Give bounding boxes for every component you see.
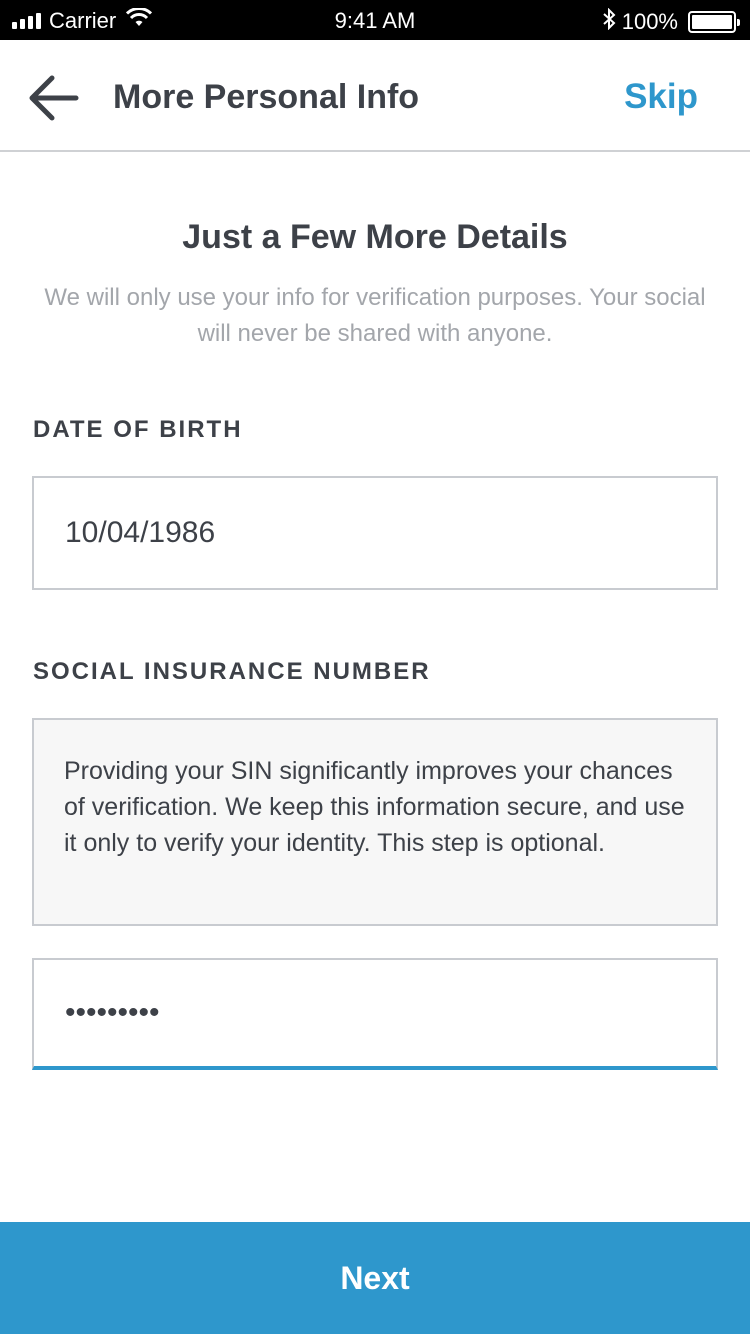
status-bar bbox=[0, 0, 750, 40]
sin-label: SOCIAL INSURANCE NUMBER bbox=[33, 658, 431, 685]
next-button-label: Next bbox=[340, 1259, 410, 1296]
arrow-left-icon bbox=[26, 70, 82, 126]
carrier-label: Carrier bbox=[49, 8, 117, 33]
battery-percent: 100% bbox=[621, 9, 678, 34]
sin-field-container bbox=[32, 958, 718, 1070]
sin-info-box: Providing your SIN significantly improves your chances of verification. We keep this information secure, and use it only to verify your identity. This step is optional. bbox=[32, 718, 718, 926]
dob-field[interactable] bbox=[34, 478, 716, 588]
battery-icon bbox=[688, 11, 736, 33]
page-title: More Personal Info bbox=[113, 78, 420, 116]
section-heading: Just a Few More Details bbox=[182, 218, 568, 256]
section-subtext: We will only use your info for verification purposes. Your social will never be shared with anyone. bbox=[44, 284, 706, 347]
status-time: 9:41 AM bbox=[334, 8, 416, 33]
next-button[interactable] bbox=[0, 1222, 750, 1334]
nav-bar bbox=[0, 40, 750, 152]
back-button[interactable] bbox=[26, 70, 86, 126]
dob-label: DATE OF BIRTH bbox=[33, 416, 243, 443]
dob-field-container bbox=[32, 476, 718, 590]
skip-button[interactable]: Skip bbox=[624, 77, 698, 116]
bluetooth-icon bbox=[602, 8, 616, 36]
status-right bbox=[602, 8, 736, 36]
sin-field[interactable] bbox=[34, 960, 716, 1066]
